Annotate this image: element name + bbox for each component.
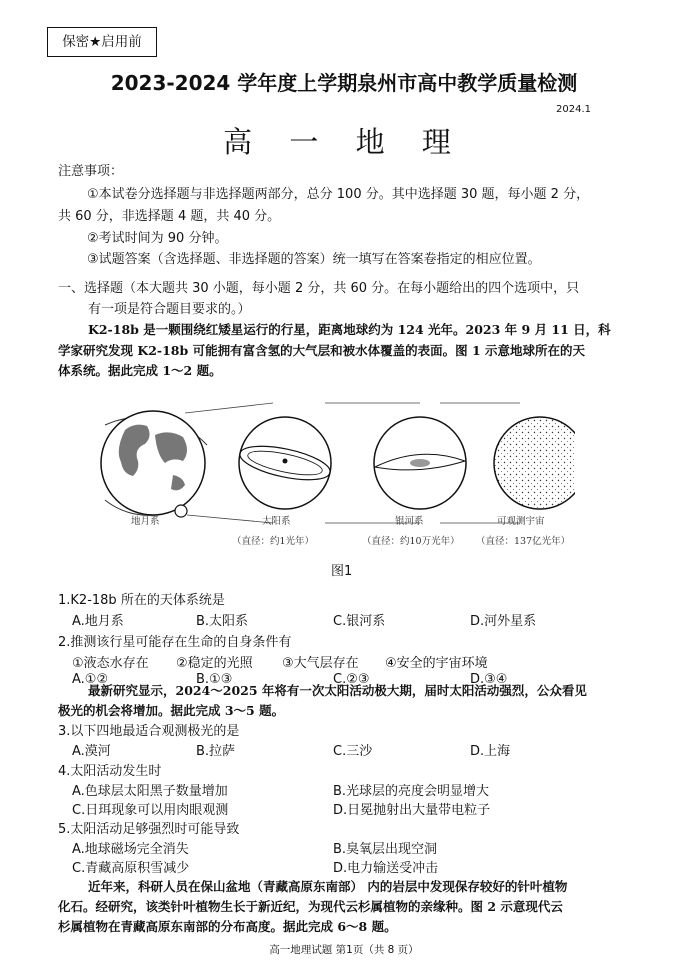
exam-title: 2023-2024 学年度上学期泉州市高中教学质量检测 [110, 71, 578, 95]
q5-option-b: B.臭氧层出现空洞 [333, 842, 438, 857]
fig1-caption: 图1 [331, 564, 353, 579]
q4-option-a: A.色球层太阳黑子数量增加 [72, 784, 228, 799]
fig1-label-earth-moon: 地月系 [131, 516, 160, 527]
section-heading-a: 一、选择题（本大题共 30 小题，每小题 2 分，共 60 分。在每小题给出的四个选项中，只 [58, 281, 580, 296]
q2-condition-1: ①液态水存在 [72, 656, 149, 671]
q5-option-a: A.地球磁场完全消失 [72, 842, 189, 857]
q2-condition-3: ③大气层存在 [282, 656, 359, 671]
q5-option-c: C.青藏高原积雪减少 [72, 861, 190, 876]
q4-option-c: C.日珥现象可以用肉眼观测 [72, 803, 229, 818]
notes-item-2: ②考试时间为 90 分钟。 [87, 231, 228, 246]
passage3-line2: 化石。经研究，该类针叶植物生长于新近纪，为现代云杉属植物的亲缘种。图 2 示意现代云 [58, 899, 563, 914]
fig1-label-universe: 可观测宇宙 [497, 516, 545, 527]
subject-title: 高 一 地 理 [223, 125, 465, 159]
fig1-diameter-solar: （直径：约1光年） [232, 536, 315, 547]
q2-option-a: A.①② [72, 672, 109, 687]
earth-icon [101, 411, 207, 515]
fig1-diameter-universe: （直径：137亿光年） [476, 536, 571, 547]
notes-item-1b: 共 60 分，非选择题 4 题，共 40 分。 [58, 209, 281, 224]
passage3-line3: 杉属植物在青藏高原东南部的分布高度。据此完成 6～8 题。 [58, 919, 397, 934]
page-footer: 高一地理试题 第1页（共 8 页） [269, 944, 419, 956]
exam-date: 2024.1 [556, 104, 591, 115]
q1-stem: 1.K2-18b 所在的天体系统是 [58, 593, 225, 608]
fig1-label-solar-system: 太阳系 [262, 516, 291, 527]
fig1-diameter-milky: （直径：约10万光年） [362, 536, 460, 547]
q4-option-d: D.日冕抛射出大量带电粒子 [333, 803, 491, 818]
q2-option-c: C.②③ [333, 672, 370, 687]
q2-condition-4: ④安全的宇宙环境 [385, 656, 488, 671]
q3-option-b: B.拉萨 [196, 744, 236, 759]
section-heading-b: 有一项是符合题目要求的。） [88, 302, 251, 317]
q2-option-d: D.③④ [470, 672, 508, 687]
figure-1-diagram [95, 395, 575, 555]
moon-icon [175, 505, 187, 517]
passage2-line1: 最新研究显示，2024～2025 年将有一次太阳活动极大期，届时太阳活动强烈，公众看见 [88, 683, 587, 698]
q2-stem: 2.推测该行星可能存在生命的自身条件有 [58, 635, 292, 650]
passage1-line3: 体系统。据此完成 1～2 题。 [58, 363, 222, 378]
fig1-label-milky-way: 银河系 [395, 516, 424, 527]
q4-stem: 4.太阳活动发生时 [58, 764, 162, 779]
passage1-line1: K2-18b 是一颗围绕红矮星运行的行星，距离地球约为 124 光年。2023 年 9 月 11 日，科 [88, 322, 611, 337]
passage3-line1: 近年来，科研人员在保山盆地（青藏高原东南部） 内的岩层中发现保存较好的针叶植物 [88, 879, 568, 894]
passage2-line2: 极光的机会将增加。据此完成 3～5 题。 [58, 703, 285, 718]
solar-system-icon [237, 417, 333, 509]
notes-heading: 注意事项： [58, 164, 124, 179]
q3-option-c: C.三沙 [333, 744, 373, 759]
q2-option-b: B.①③ [196, 672, 233, 687]
q3-stem: 3.以下四地最适合观测极光的是 [58, 724, 240, 739]
q3-option-a: A.漠河 [72, 744, 111, 759]
q5-option-d: D.电力输送受冲击 [333, 861, 439, 876]
q1-option-d: D.河外星系 [470, 614, 537, 629]
milky-way-icon [374, 417, 466, 509]
notes-item-3: ③试题答案（含选择题、非选择题的答案）统一填写在答案卷指定的相应位置。 [87, 252, 541, 267]
notes-item-1a: ①本试卷分选择题与非选择题两部分，总分 100 分。其中选择题 30 题，每小题 2 分， [87, 187, 590, 202]
q4-option-b: B.光球层的亮度会明显增大 [333, 784, 490, 799]
q1-option-c: C.银河系 [333, 614, 386, 629]
q1-option-a: A.地月系 [72, 614, 124, 629]
q5-stem: 5.太阳活动足够强烈时可能导致 [58, 822, 240, 837]
q1-option-b: B.太阳系 [196, 614, 249, 629]
q3-option-d: D.上海 [470, 744, 511, 759]
confidential-stamp: 保密★启用前 [47, 27, 157, 57]
passage1-line2: 学家研究发现 K2-18b 可能拥有富含氢的大气层和被水体覆盖的表面。图 1 示意地球所在的天 [58, 343, 585, 358]
observable-universe-icon [494, 417, 575, 509]
q2-condition-2: ②稳定的光照 [176, 656, 253, 671]
